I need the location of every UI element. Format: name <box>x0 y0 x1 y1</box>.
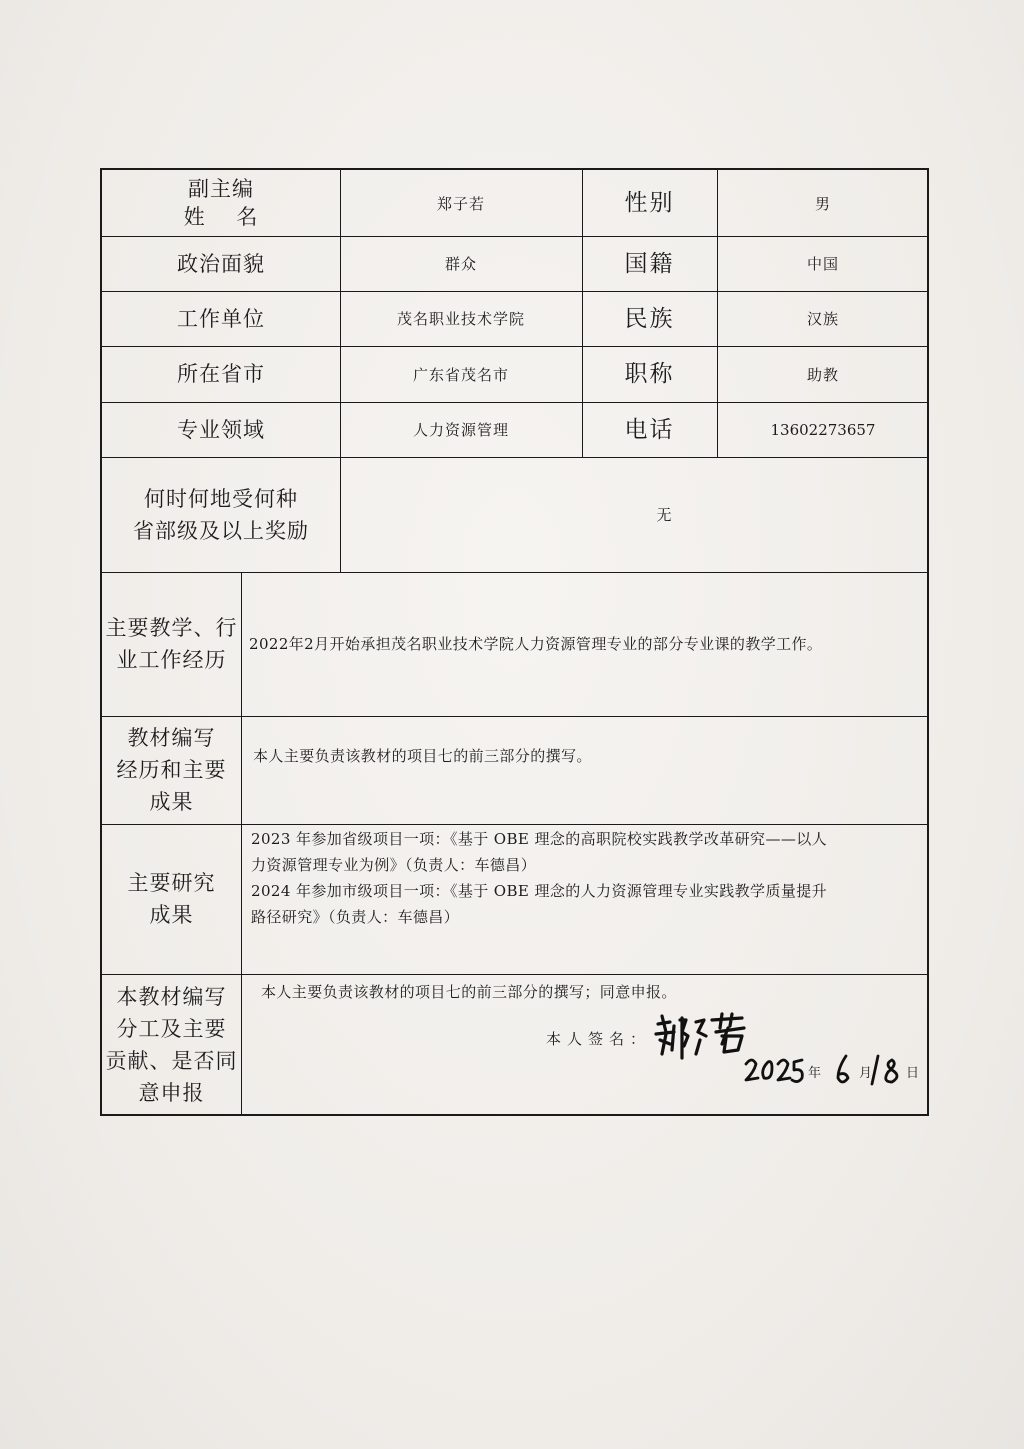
signature-label: 本人签名： <box>546 1030 652 1048</box>
ethnicity-label: 民族 <box>624 305 675 332</box>
title-label: 职称 <box>624 361 675 387</box>
name-label: 姓 名 <box>183 205 259 229</box>
field-value-cell <box>340 402 582 457</box>
contribution-label-line3: 贡献、是否同 <box>105 1049 238 1073</box>
workplace-label-cell <box>102 291 340 346</box>
name-value-cell <box>340 170 582 236</box>
workplace-value-cell <box>340 291 582 346</box>
research-line: 力资源管理专业为例》（负责人：车德昌） <box>251 856 537 874</box>
awards-value: 无 <box>656 506 673 524</box>
writing-label-line2: 经历和主要 <box>116 758 227 782</box>
editor-info-form <box>100 168 929 1116</box>
experience-label-line2: 业工作经历 <box>116 648 227 672</box>
writing-value: 本人主要负责该教材的项目七的前三部分的撰写。 <box>253 747 592 765</box>
gender-value: 男 <box>814 194 831 213</box>
location-value-cell <box>340 346 582 402</box>
experience-value: 2022年2月开始承担茂名职业技术学院人力资源管理专业的部分专业课的教学工作。 <box>249 635 823 653</box>
contribution-value-cell <box>241 974 929 1010</box>
phone-value-cell <box>717 402 929 457</box>
date-year-unit <box>808 1062 821 1081</box>
title-label-cell <box>582 346 717 402</box>
field-value: 人力资源管理 <box>412 421 509 439</box>
gender-value-cell <box>717 170 929 236</box>
date-month-unit-text: 月 <box>859 1066 873 1081</box>
ethnicity-value-cell <box>717 291 929 346</box>
awards-label-line1: 何时何地受何种 <box>144 486 298 511</box>
handwritten-signature-icon <box>652 1010 752 1066</box>
ethnicity-label-cell <box>582 291 717 346</box>
title-value-cell <box>717 346 929 402</box>
research-line: 2024 年参加市级项目一项：《基于 OBE 理念的人力资源管理专业实践教学质量提升 <box>251 882 828 900</box>
research-label-line2: 成果 <box>149 903 194 927</box>
nationality-label-cell <box>582 236 717 291</box>
political-value-cell <box>340 236 582 291</box>
date-year-unit-text: 年 <box>808 1066 822 1081</box>
name-label-cell <box>102 170 340 236</box>
workplace-label: 工作单位 <box>177 306 265 331</box>
research-value-cell <box>241 824 929 932</box>
title-value: 助教 <box>806 365 839 384</box>
nationality-label: 国籍 <box>624 250 675 277</box>
phone-label-cell <box>582 402 717 457</box>
awards-value-cell <box>340 457 929 572</box>
date-day-unit-text: 日 <box>906 1066 920 1081</box>
research-line: 路径研究》（负责人：车德昌） <box>251 908 460 926</box>
gender-label: 性别 <box>624 190 675 216</box>
location-label-cell <box>102 346 340 402</box>
writing-label-cell <box>102 716 241 824</box>
experience-label-line1: 主要教学、行 <box>105 616 238 640</box>
writing-label-line3: 成果 <box>149 790 194 814</box>
location-label: 所在省市 <box>177 362 265 386</box>
name-value: 郑子若 <box>436 194 485 213</box>
political-label: 政治面貌 <box>177 251 265 276</box>
political-value: 群众 <box>444 255 477 273</box>
experience-value-cell <box>241 572 929 716</box>
phone-label: 电话 <box>624 416 675 443</box>
contribution-label-line4: 意申报 <box>138 1081 205 1105</box>
research-label-cell <box>102 824 241 974</box>
research-label-line1: 主要研究 <box>127 871 216 895</box>
role-label: 副主编 <box>187 177 254 201</box>
field-label: 专业领域 <box>177 417 265 442</box>
writing-value-cell <box>241 716 929 796</box>
signature-label-area <box>546 1028 651 1049</box>
contribution-label-line2: 分工及主要 <box>116 1017 227 1041</box>
gender-label-cell <box>582 170 717 236</box>
phone-value: 13602273657 <box>770 420 876 439</box>
research-line: 2023 年参加省级项目一项：《基于 OBE 理念的高职院校实践教学改革研究——以人 <box>251 830 828 848</box>
nationality-value: 中国 <box>806 255 839 273</box>
contribution-label-cell <box>102 974 241 1116</box>
awards-label-line2: 省部级及以上奖励 <box>133 518 309 543</box>
political-label-cell <box>102 236 340 291</box>
ethnicity-value: 汉族 <box>806 310 839 328</box>
writing-label-line1: 教材编写 <box>127 726 216 750</box>
nationality-value-cell <box>717 236 929 291</box>
date-day-unit <box>906 1062 919 1081</box>
experience-label-cell <box>102 572 241 716</box>
contribution-label-line1: 本教材编写 <box>116 985 227 1009</box>
contribution-value: 本人主要负责该教材的项目七的前三部分的撰写；同意申报。 <box>261 983 677 1001</box>
workplace-value: 茂名职业技术学院 <box>396 310 525 328</box>
handwritten-date-icon <box>742 1050 922 1098</box>
location-value: 广东省茂名市 <box>412 365 509 384</box>
awards-label-cell <box>102 457 340 572</box>
field-label-cell <box>102 402 340 457</box>
date-month-unit <box>859 1062 872 1081</box>
